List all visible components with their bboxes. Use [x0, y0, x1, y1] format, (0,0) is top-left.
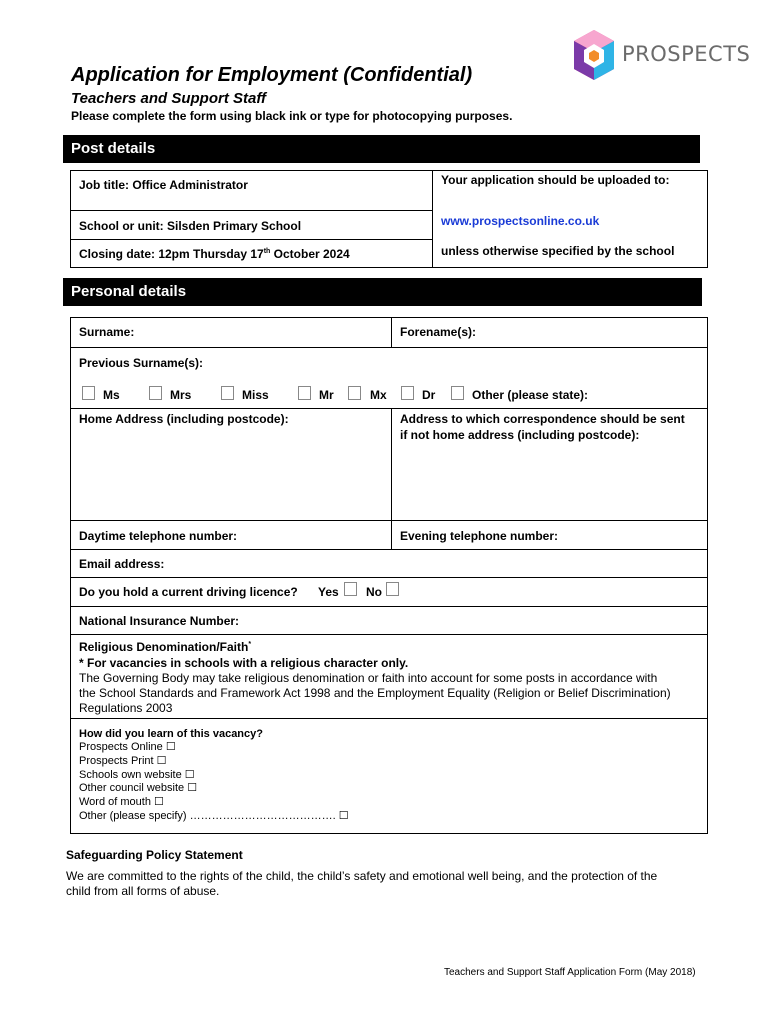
title-other-checkbox[interactable]: [451, 386, 464, 400]
driving-no-checkbox[interactable]: [386, 582, 399, 596]
driving-yes-checkbox[interactable]: [344, 582, 357, 596]
religion-body-3: Regulations 2003: [79, 701, 173, 715]
religion-body-2: the School Standards and Framework Act 1998 and the Employment Equality (Religion or Belief Discrimination): [79, 686, 671, 700]
prospects-logo-icon: [570, 28, 618, 84]
ni-number-label: National Insurance Number:: [79, 614, 240, 628]
upload-note: Your application should be uploaded to:: [441, 173, 670, 187]
post-details-divider: [432, 170, 433, 268]
page-footer: Teachers and Support Staff Application Form (May 2018): [444, 967, 696, 978]
religion-note: * For vacancies in schools with a religious character only.: [79, 656, 409, 670]
title-mrs-checkbox[interactable]: [149, 386, 162, 400]
driving-licence-label: Do you hold a current driving licence?: [79, 585, 298, 599]
title-mr-label: Mr: [319, 388, 334, 402]
vacancy-option-schools-website[interactable]: Schools own website ☐: [79, 769, 195, 781]
home-address-label: Home Address (including postcode):: [79, 412, 289, 426]
religion-label: Religious Denomination/Faith*: [79, 640, 252, 654]
email-label: Email address:: [79, 557, 165, 571]
surname-label: Surname:: [79, 325, 135, 339]
vacancy-question: How did you learn of this vacancy?: [79, 728, 263, 740]
vacancy-option-other[interactable]: Other (please specify) …………………………………. ☐: [79, 810, 349, 822]
religion-body-1: The Governing Body may take religious denomination or faith into account for some posts in accordance with: [79, 671, 658, 685]
job-title: Job title: Office Administrator: [79, 178, 248, 192]
correspondence-address-label-1: Address to which correspondence should be sent: [400, 412, 685, 426]
form-instruction: Please complete the form using black ink or type for photocopying purposes.: [71, 109, 513, 123]
previous-surnames-label: Previous Surname(s):: [79, 356, 204, 370]
logo-wordmark: PROSPECTS: [622, 42, 751, 66]
safeguarding-heading: Safeguarding Policy Statement: [66, 848, 243, 862]
title-other-label: Other (please state):: [472, 388, 589, 402]
title-dr-checkbox[interactable]: [401, 386, 414, 400]
safeguarding-body-2: child from all forms of abuse.: [66, 884, 220, 898]
title-miss-label: Miss: [242, 388, 269, 402]
vacancy-option-prospects-online[interactable]: Prospects Online ☐: [79, 741, 176, 753]
upload-link[interactable]: www.prospectsonline.co.uk: [441, 214, 600, 228]
prospects-logo: [570, 28, 751, 84]
personal-details-heading: Personal details: [63, 278, 702, 306]
driving-yes-label: Yes: [318, 585, 339, 599]
page-subtitle: Teachers and Support Staff: [71, 90, 267, 107]
title-mx-label: Mx: [370, 388, 387, 402]
vacancy-option-prospects-print[interactable]: Prospects Print ☐: [79, 755, 167, 767]
correspondence-address-label-2: if not home address (including postcode):: [400, 428, 640, 442]
title-mrs-label: Mrs: [170, 388, 192, 402]
driving-no-label: No: [366, 585, 382, 599]
safeguarding-body-1: We are committed to the rights of the child, the child’s safety and emotional well being, and the protection of the: [66, 869, 658, 883]
evening-phone-label: Evening telephone number:: [400, 529, 559, 543]
vacancy-option-council-website[interactable]: Other council website ☐: [79, 782, 198, 794]
title-ms-label: Ms: [103, 388, 120, 402]
vacancy-option-word-of-mouth[interactable]: Word of mouth ☐: [79, 796, 164, 808]
title-ms-checkbox[interactable]: [82, 386, 95, 400]
upload-unless-note: unless otherwise specified by the school: [441, 244, 675, 258]
title-mx-checkbox[interactable]: [348, 386, 361, 400]
title-miss-checkbox[interactable]: [221, 386, 234, 400]
forenames-label: Forename(s):: [400, 325, 477, 339]
closing-date: Closing date: 12pm Thursday 17th October 2024: [79, 247, 350, 261]
title-dr-label: Dr: [422, 388, 436, 402]
daytime-phone-label: Daytime telephone number:: [79, 529, 238, 543]
post-details-heading: Post details: [63, 135, 700, 163]
school-unit: School or unit: Silsden Primary School: [79, 219, 302, 233]
title-mr-checkbox[interactable]: [298, 386, 311, 400]
page-title: Application for Employment (Confidential): [71, 64, 473, 86]
